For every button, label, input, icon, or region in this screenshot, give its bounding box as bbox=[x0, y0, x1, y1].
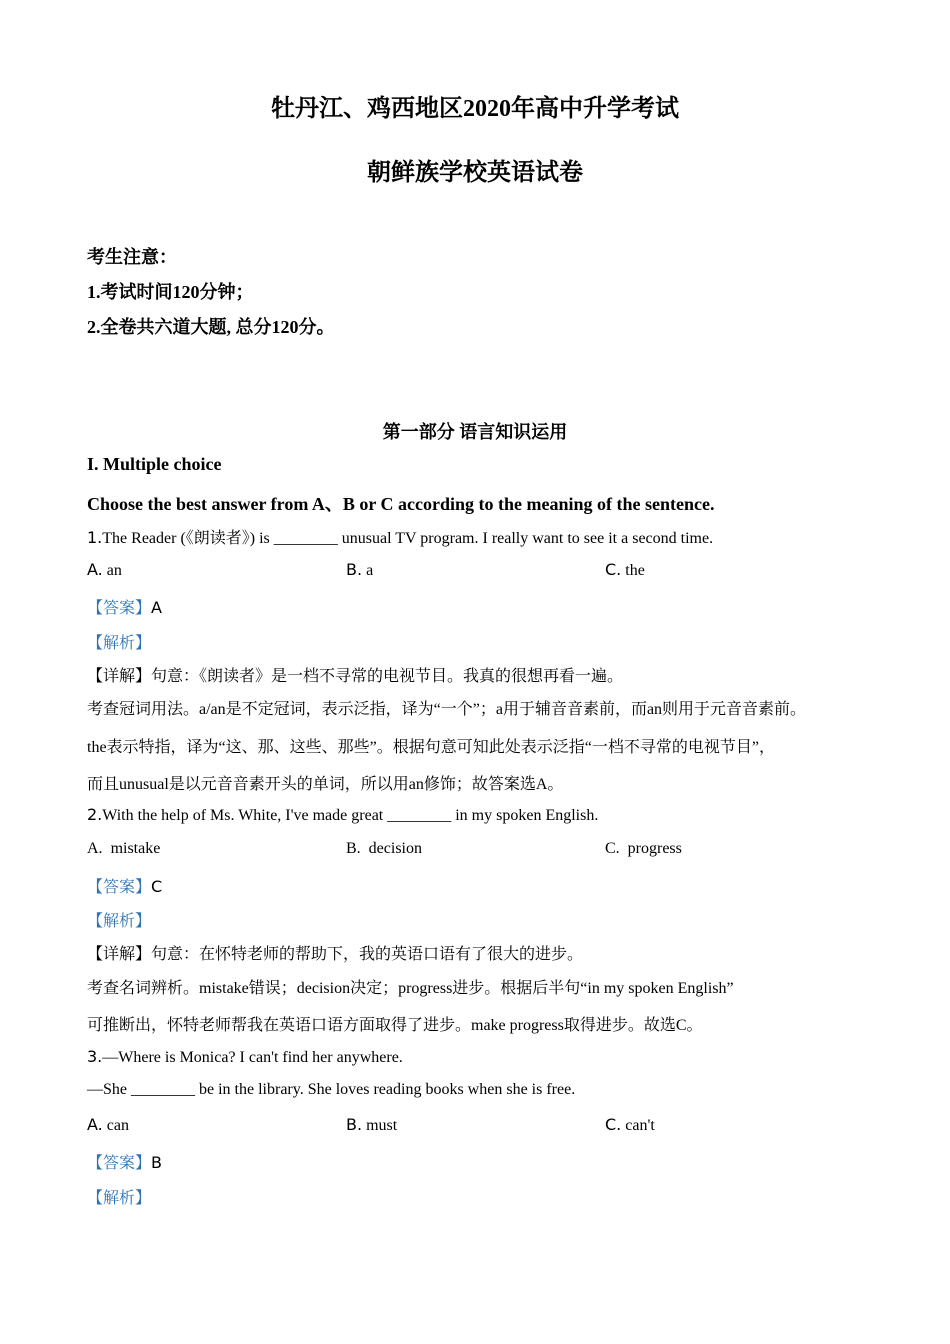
question-stem: With the help of Ms. White, I've made great ________ in my spoken English. bbox=[102, 807, 599, 824]
question-2 bbox=[87, 805, 598, 825]
explain-line: 可推断出，怀特老师帮我在英语口语方面取得了进步。make progress取得进步。故选C。 bbox=[87, 1017, 703, 1034]
option-a: A. an bbox=[87, 560, 122, 579]
option-c: C. progress bbox=[605, 840, 682, 857]
notice-item-2: 2.全卷共六道大题, 总分120分。 bbox=[87, 317, 335, 337]
question-stem: The Reader (《朗读者》) is ________ unusual TV program. I really want to see it a second time. bbox=[102, 530, 714, 547]
option-c: C. can't bbox=[605, 1115, 655, 1134]
answer-value: B bbox=[151, 1153, 162, 1172]
section-title: I. Multiple choice bbox=[87, 454, 222, 474]
exam-subtitle: 朝鲜族学校英语试卷 bbox=[367, 160, 583, 186]
notice-item-1: 1.考试时间120分钟； bbox=[87, 282, 254, 302]
answer-label: 【答案】 bbox=[87, 600, 152, 617]
question-stem-2: —She ________ be in the library. She loves reading books when she is free. bbox=[87, 1081, 576, 1098]
analysis-label: 【解析】 bbox=[87, 1190, 152, 1207]
option-a: A. can bbox=[87, 1115, 129, 1134]
explain-line: the表示特指，译为“这、那、这些、那些”。根据句意可知此处表示泛指“一档不寻常的电视节目”， bbox=[87, 739, 775, 756]
answer-value: A bbox=[151, 598, 162, 617]
option-a: A. mistake bbox=[87, 840, 161, 857]
explain-line: 考查名词辨析。mistake错误；decision决定；progress进步。根据后半句“in my spoken English” bbox=[87, 980, 734, 997]
answer-value: C bbox=[151, 877, 163, 896]
option-b: B. must bbox=[346, 1115, 398, 1134]
question-3 bbox=[87, 1047, 403, 1067]
question-stem: —Where is Monica? I can't find her anywhere. bbox=[102, 1049, 403, 1066]
question-number: 1. bbox=[87, 528, 103, 547]
question-number: 2. bbox=[87, 805, 103, 824]
answer-label: 【答案】 bbox=[87, 879, 152, 896]
analysis-label: 【解析】 bbox=[87, 913, 152, 930]
section-instruction: Choose the best answer from A、B or C according to the meaning of the sentence. bbox=[87, 494, 715, 514]
option-b: B. a bbox=[346, 560, 374, 579]
question-1 bbox=[87, 525, 713, 548]
explain-line: 而且unusual是以元音音素开头的单词，所以用an修饰；故答案选A。 bbox=[87, 776, 564, 793]
answer-line bbox=[87, 1150, 162, 1173]
explain-line: 考查冠词用法。a/an是不定冠词，表示泛指，译为“一个”；a用于辅音音素前，而an则用于元音音素前。 bbox=[87, 701, 807, 718]
notice-heading: 考生注意： bbox=[87, 247, 177, 267]
option-c: C. the bbox=[605, 560, 645, 579]
question-number: 3. bbox=[87, 1047, 103, 1066]
analysis-label: 【解析】 bbox=[87, 635, 152, 652]
answer-line bbox=[87, 874, 162, 897]
detail-text: 【详解】句意：在怀特老师的帮助下，我的英语口语有了很大的进步。 bbox=[87, 946, 584, 963]
answer-label: 【答案】 bbox=[87, 1155, 152, 1172]
answer-line bbox=[87, 595, 162, 618]
option-b: B. decision bbox=[346, 840, 422, 857]
detail-text: 【详解】句意：《朗读者》是一档不寻常的电视节目。我真的很想再看一遍。 bbox=[87, 668, 624, 685]
part-title: 第一部分 语言知识运用 bbox=[382, 422, 568, 442]
exam-title: 牡丹江、鸡西地区2020年高中升学考试 bbox=[271, 96, 679, 122]
